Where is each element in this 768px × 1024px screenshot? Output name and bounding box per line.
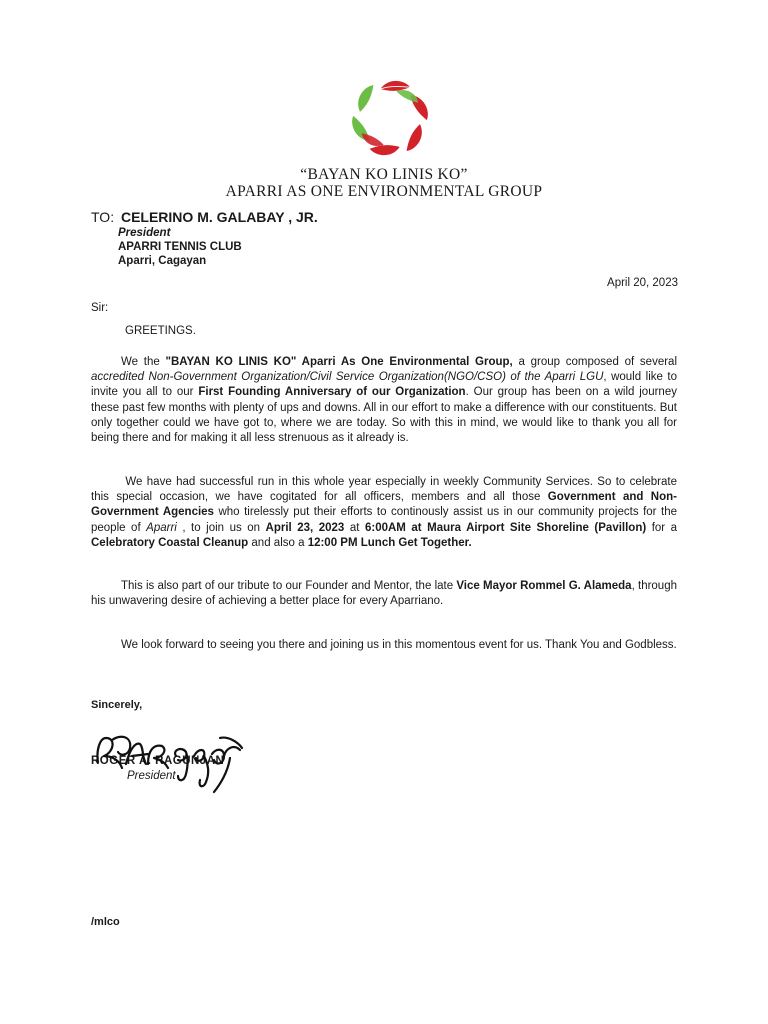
body-paragraph-3: This is also part of our tribute to our Founder and Mentor, the late Vice Mayor Rommel G. Alameda, through his unwavering desire of achieving a better place for every Aparriano. [91,580,677,608]
handwritten-signature [92,726,252,798]
letter-date: April 20, 2023 [607,277,678,289]
signer-title: President [127,770,176,782]
organization-logo-leaves-icon [346,74,434,162]
body-paragraph-2: We have had successful run in this whole year especially in weekly Community Services. So to celebrate this special occasion, we have cogitated for all officers, members and all those Government and Non-Government Agencies who tirelessly put their efforts to continously assist us in our community projects for the people of Aparri , to join us on April 23, 2023 at 6:00AM at Maura Airport Site Shoreline (Pavillon) for a Celebratory Coastal Cleanup and also a 12:00 PM Lunch Get Together. [91,476,678,549]
salutation: Sir: [91,302,109,314]
body-paragraph-1: We the "BAYAN KO LINIS KO" Aparri As One Environmental Group, a group composed of several accredited Non-Government Organization/Civil Service Organization(NGO/CSO) of the Aparri LGU, would like to invite you all to our First Founding Anniversary of our Organization. Our group has been on a wild journey these past few months with plenty of ups and downs. All in our effort to make a difference with our constituents. But only together could we have got to, where we are today. So with this in mind, we would like to thank you all for being there and for making it all less strenuous as it already is. [91,356,677,445]
to-label: TO: [91,209,115,225]
organization-name: APARRI AS ONE ENVIRONMENTAL GROUP [225,183,543,200]
recipient-title: President [118,227,171,239]
organization-tagline: “BAYAN KO LINIS KO” [300,166,468,183]
greetings: GREETINGS. [125,325,196,337]
closing: Sincerely, [91,699,143,711]
recipient-name: CELERINO M. GALABAY , JR. [120,209,318,225]
signer-name: ROGER A. RAGUNJAN [91,755,225,767]
reference-initials: /mlco [91,916,120,928]
recipient-location: Aparri, Cagayan [118,255,207,267]
body-paragraph-4: We look forward to seeing you there and joining us in this momentous event for us. Thank You and Godbless. [121,639,677,651]
recipient-line [91,209,318,225]
recipient-organization: APARRI TENNIS CLUB [118,241,242,253]
